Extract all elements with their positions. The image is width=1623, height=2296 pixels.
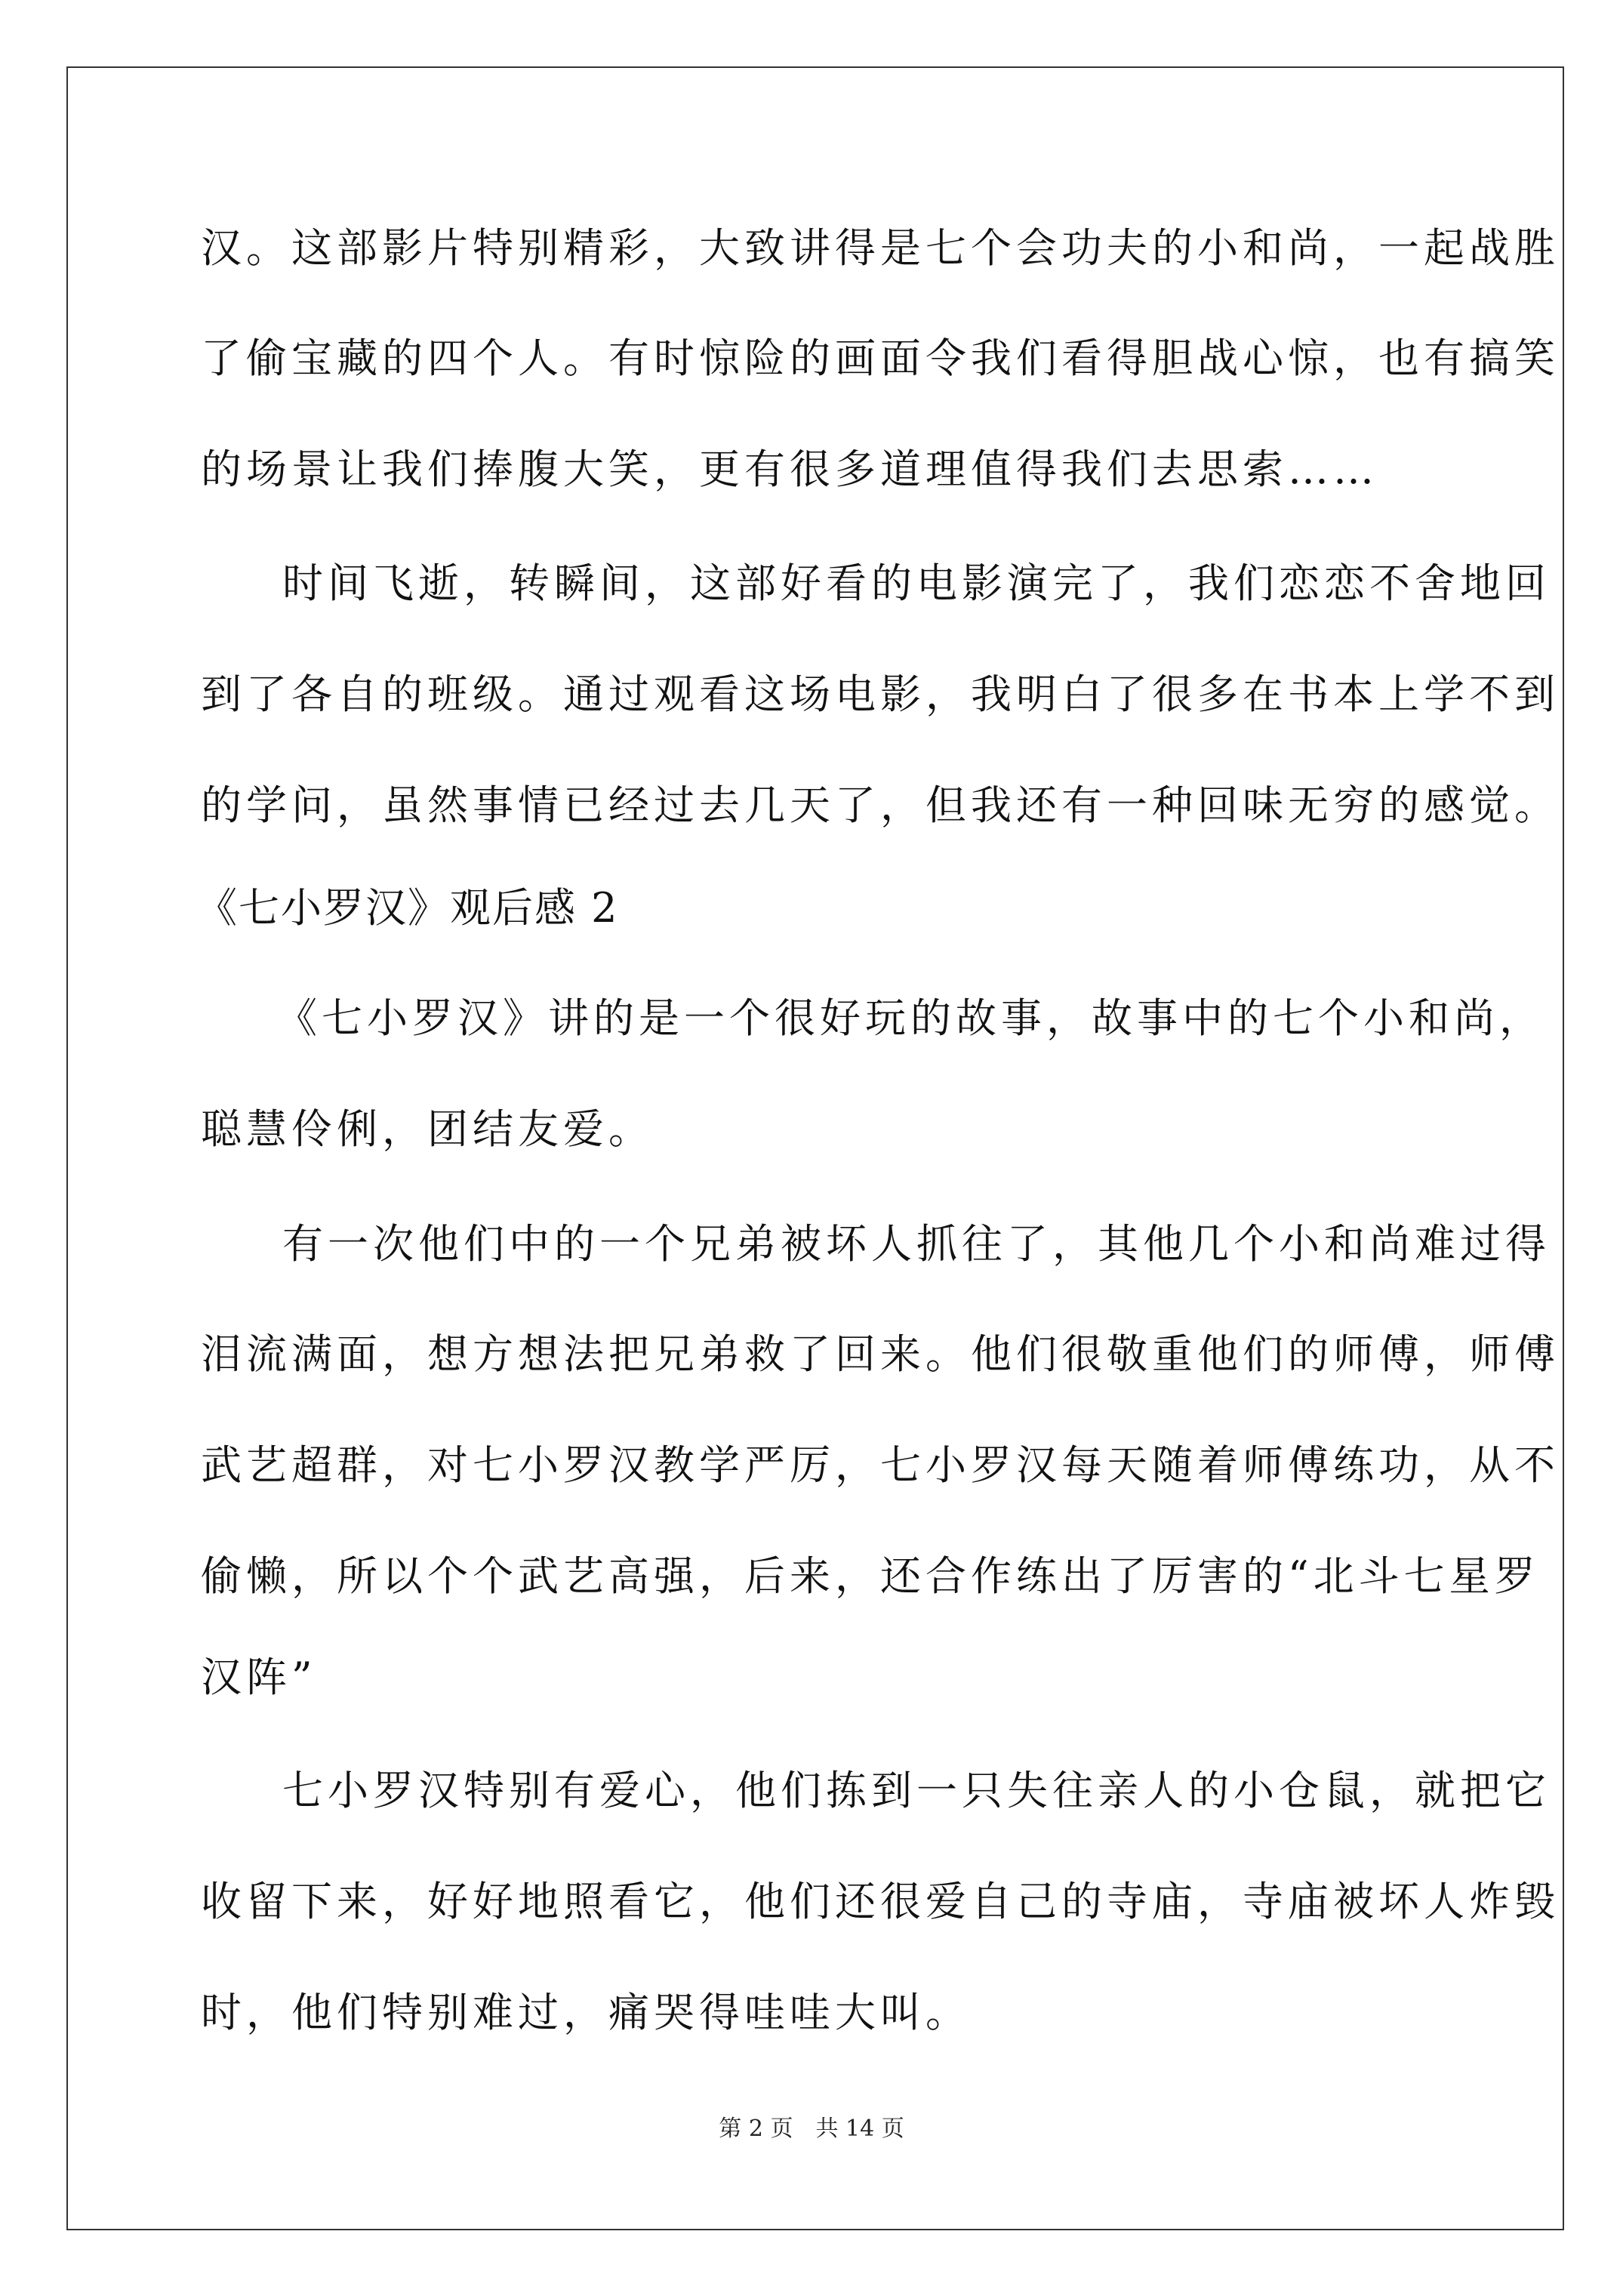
text-line: 的场景让我们捧腹大笑，更有很多道理值得我们去思索…… bbox=[201, 445, 1378, 493]
text-line: 的学问，虽然事情已经过去几天了，但我还有一种回味无穷的感觉。 bbox=[201, 781, 1560, 829]
text-line: 收留下来，好好地照看它，他们还很爱自己的寺庙，寺庙被坏人炸毁 bbox=[201, 1878, 1560, 1925]
page-number-footer: 第 2 页 共 14 页 bbox=[719, 2116, 904, 2142]
text-line: 到了各自的班级。通过观看这场电影，我明白了很多在书本上学不到 bbox=[201, 670, 1560, 718]
text-line: 时，他们特别难过，痛哭得哇哇大叫。 bbox=[201, 1989, 971, 2036]
text-line: 偷懒，所以个个武艺高强，后来，还合作练出了厉害的“北斗七星罗 bbox=[201, 1552, 1540, 1600]
section-heading: 《七小罗汉》观后感 2 bbox=[196, 884, 619, 932]
paragraph-first-line: 七小罗汉特别有爱心，他们拣到一只失往亲人的小仓鼠，就把它 bbox=[282, 1767, 1551, 1814]
text-line: 武艺超群，对七小罗汉教学严厉，七小罗汉每天随着师傅练功，从不 bbox=[201, 1441, 1560, 1489]
text-line: 聪慧伶俐，团结友爱。 bbox=[201, 1105, 654, 1153]
paragraph-first-line: 《七小罗汉》讲的是一个很好玩的故事，故事中的七个小和尚， bbox=[276, 994, 1544, 1042]
text-line: 泪流满面，想方想法把兄弟救了回来。他们很敬重他们的师傅，师傅 bbox=[201, 1330, 1560, 1378]
text-line: 了偷宝藏的四个人。有时惊险的画面令我们看得胆战心惊，也有搞笑 bbox=[201, 334, 1560, 382]
paragraph-first-line: 时间飞逝，转瞬间，这部好看的电影演完了，我们恋恋不舍地回 bbox=[282, 559, 1551, 607]
text-line: 汉。这部影片特别精彩，大致讲得是七个会功夫的小和尚，一起战胜 bbox=[201, 224, 1560, 272]
paragraph-first-line: 有一次他们中的一个兄弟被坏人抓往了，其他几个小和尚难过得 bbox=[282, 1220, 1551, 1268]
text-line: 汉阵” bbox=[201, 1653, 317, 1701]
